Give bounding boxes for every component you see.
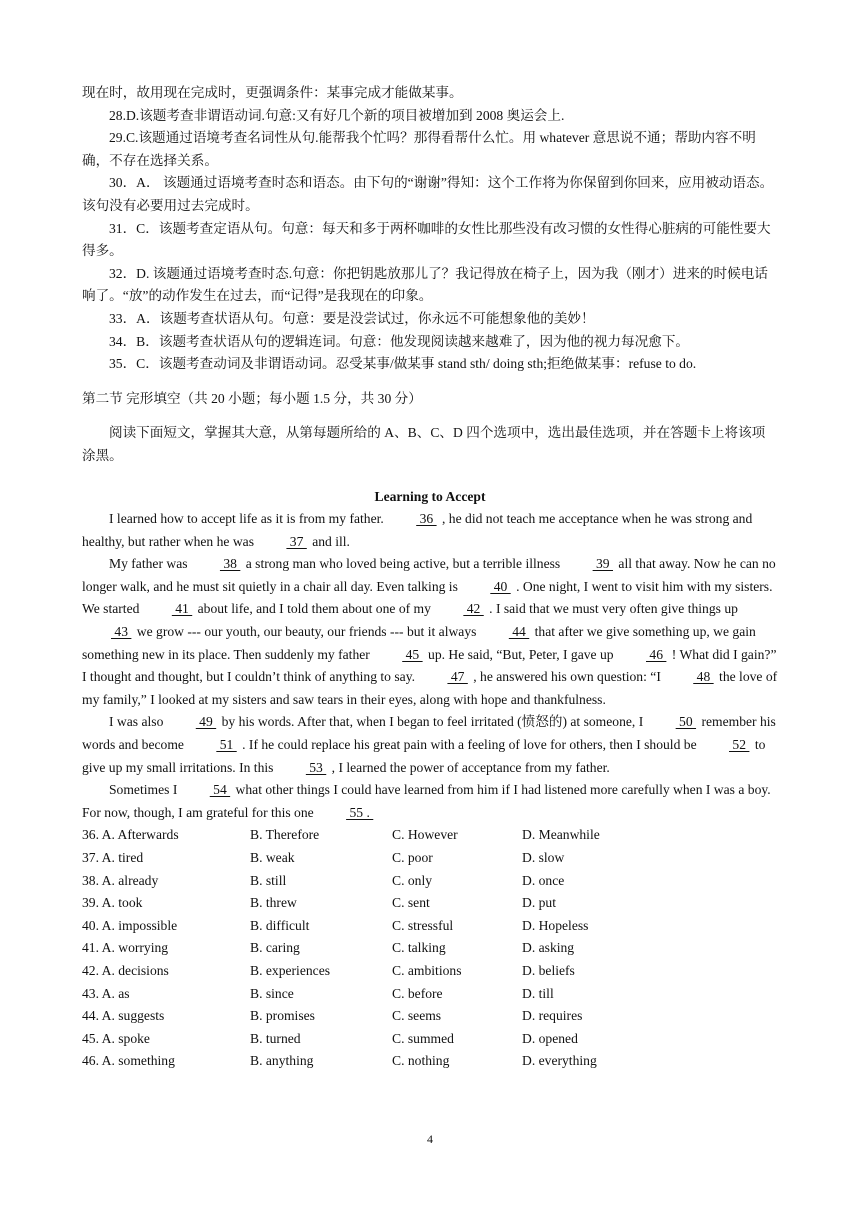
option-row [82, 983, 778, 1006]
passage-paragraph-4 [82, 779, 778, 824]
passage-paragraph-1 [82, 508, 778, 553]
blank-42: 42 [463, 601, 484, 617]
blank-47: 47 [447, 669, 468, 685]
option-row [82, 824, 778, 847]
option-row [82, 870, 778, 893]
option-choice: B. promises [250, 1008, 315, 1024]
option-row [82, 937, 778, 960]
passage-text: , he answered his own question: “I [473, 669, 661, 685]
option-choice: B. difficult [250, 917, 310, 933]
blank-50: 50 [675, 714, 697, 730]
option-choice: B. weak [250, 850, 295, 865]
option-choice: B. experiences [250, 962, 331, 978]
passage-text: . If he could replace his great pain with a feeling of love for others, then I should be [242, 737, 697, 753]
passage-text: . I said that we must very often give things up [489, 601, 738, 617]
answer-35: 35．C．该题考查动词及非谓语动词。忍受某事/做某事 stand sth/ doing sth;拒绝做某事：refuse to do. [109, 356, 697, 372]
passage-text: I was also [109, 714, 164, 730]
option-choice: C. talking [392, 940, 446, 956]
answer-29: 29.C.该题通过语境考查名词性从句.能帮我个忙吗？那得看帮什么忙。用 whatever 意思说不通；帮助内容不明确，不存在选择关系。 [82, 130, 756, 168]
option-choice: C. summed [392, 1030, 454, 1046]
passage-text: that after we give something up, we gain something new in its place. Then suddenly my father [82, 624, 756, 662]
option-choice: D. once [522, 872, 565, 888]
passage-text: all that away. Now he can no longer walk, and he must sit quietly in a chair all day. Even talking is [82, 556, 776, 594]
passage-text: ! What did I gain?” I thought and thought, but I couldn’t think of anything to say. [82, 646, 777, 685]
option-choice: 43. A. as [82, 985, 130, 1001]
blank-53: 53 [305, 759, 327, 775]
option-row [82, 1005, 778, 1028]
blank-55: 55 . [346, 804, 374, 820]
option-choice: B. anything [250, 1053, 314, 1069]
option-choice: C. stressful [392, 917, 454, 933]
blank-49: 49 [195, 714, 217, 730]
option-choice: C. poor [392, 850, 433, 865]
blank-46: 46 [646, 646, 667, 662]
answer-30: 30．A． 该题通过语境考查时态和语态。由下句的“谢谢”得知：这个工作将为你保留到你回来，应用被动语态。该句没有必要用过去完成时。 [82, 175, 774, 213]
blank-36: 36 [416, 511, 437, 527]
passage-text: by his words. After that, when I began to feel irritated (愤怒的) at someone, I [221, 714, 644, 730]
blank-52: 52 [729, 737, 750, 753]
passage-text: a strong man who loved being active, but a terrible illness [245, 556, 561, 572]
option-choice: B. Therefore [250, 827, 320, 843]
option-choice: C. nothing [392, 1053, 450, 1069]
option-choice: 44. A. suggests [82, 1008, 165, 1024]
blank-44: 44 [508, 624, 530, 640]
section-heading: 第二节 完形填空（共 20 小题；每小题 1.5 分，共 30 分） [82, 390, 422, 406]
option-choice: D. everything [522, 1053, 597, 1069]
option-choice: D. asking [522, 940, 575, 956]
passage-title: Learning to Accept [374, 488, 486, 504]
option-choice: C. However [392, 827, 458, 843]
option-choice: C. only [392, 872, 433, 888]
option-choice: 36. A. Afterwards [82, 827, 179, 843]
blank-51: 51 [216, 737, 237, 753]
passage-text: Sometimes I [109, 782, 178, 798]
passage-text: and ill. [312, 533, 350, 549]
option-choice: D. till [522, 985, 554, 1001]
option-choice: 45. A. spoke [82, 1030, 150, 1046]
passage-text: I learned how to accept life as it is from my father. [109, 511, 384, 527]
passage-text: remember his words and become [82, 714, 776, 753]
option-choice: D. beliefs [522, 962, 575, 978]
passage-text: up. He said, “But, Peter, I gave up [428, 646, 614, 662]
blank-41: 41 [171, 601, 193, 617]
passage-text: . One night, I went to visit him with my sisters. We started [82, 578, 773, 617]
blank-48: 48 [693, 669, 714, 685]
option-row [82, 847, 778, 870]
option-choice: D. opened [522, 1030, 578, 1046]
answer-32: 32．D. 该题通过语境考查时态.句意：你把钥匙放那儿了？我记得放在椅子上，因为我（刚才）进来的时候电话响了。“放”的动作发生在过去，而“记得”是我现在的印象。 [82, 265, 768, 304]
option-choice: C. sent [392, 895, 430, 911]
section-instruction: 阅读下面短文，掌握其大意，从第每题所给的 A、B、C、D 四个选项中，选出最佳选项，并在答题卡上将该项涂黑。 [82, 425, 766, 463]
answer-31: 31．C．该题考查定语从句。句意：每天和多于两杯咖啡的女性比那些没有改习惯的女性得心脏病的可能性要大得多。 [82, 220, 771, 259]
option-choice: B. caring [250, 940, 300, 956]
option-row [82, 892, 778, 915]
option-choice: D. put [522, 895, 556, 911]
option-choice: C. before [392, 985, 443, 1001]
passage-text: about life, and I told them about one of my [197, 601, 431, 617]
passage-text: we grow --- our youth, our beauty, our friends --- but it always [136, 624, 477, 640]
option-choice: D. Meanwhile [522, 827, 600, 843]
option-row [82, 915, 778, 938]
option-row [82, 1028, 778, 1051]
blank-37: 37 [286, 533, 307, 549]
option-choice: B. turned [250, 1030, 301, 1046]
blank-40: 40 [490, 578, 511, 594]
option-choice: 40. A. impossible [82, 917, 178, 933]
passage-paragraph-3 [82, 711, 778, 779]
option-choice: 37. A. tired [82, 850, 144, 865]
passage-text: , he did not teach me acceptance when he was strong and healthy, but rather when he was [82, 511, 753, 549]
passage-paragraph-2 [82, 553, 778, 711]
answer-34: 34．B．该题考查状语从句的逻辑连词。句意：他发现阅读越来越难了，因为他的视力每况愈下。 [109, 333, 690, 349]
page-number: 4 [427, 1132, 433, 1146]
passage-text: the love of my family,” I looked at my sisters and saw tears in their eyes, along with hope and thankfulness. [82, 669, 778, 707]
option-choice: B. since [250, 985, 294, 1001]
passage-text: My father was [109, 556, 188, 572]
option-choice: 42. A. decisions [82, 962, 169, 978]
answer-33: 33．A．该题考查状语从句。句意：要是没尝试过，你永远不可能想象他的美妙！ [109, 310, 595, 326]
blank-43: 43 [111, 624, 132, 640]
blank-39: 39 [592, 556, 613, 572]
answer-line-continuation: 现在时，故用现在完成时，更强调条件：某事完成才能做某事。 [82, 85, 463, 100]
option-choice: B. threw [250, 895, 297, 911]
exam-page [82, 82, 778, 1073]
option-choice: 39. A. took [82, 895, 143, 911]
passage-text: what other things I could have learned from him if I had listened more carefully when I was a boy. For now, though, I am grateful for this one [82, 782, 771, 820]
option-choice: C. ambitions [392, 962, 462, 978]
option-row [82, 960, 778, 983]
option-row [82, 1050, 778, 1073]
options-list [82, 824, 778, 1073]
option-choice: 41. A. worrying [82, 940, 169, 956]
option-choice: B. still [250, 872, 287, 888]
blank-54: 54 [209, 782, 231, 798]
option-choice: D. requires [522, 1008, 583, 1024]
option-choice: D. Hopeless [522, 917, 589, 933]
answer-28: 28.D.该题考查非谓语动词.句意:又有好几个新的项目被增加到 2008 奥运会上. [109, 107, 565, 123]
passage-text: , I learned the power of acceptance from my father. [331, 759, 610, 775]
option-choice: D. slow [522, 850, 565, 865]
passage-text: to give up my small irritations. In this [82, 737, 766, 775]
blank-38: 38 [219, 556, 241, 572]
blank-45: 45 [402, 646, 423, 662]
option-choice: 38. A. already [82, 872, 159, 888]
option-choice: 46. A. something [82, 1053, 175, 1069]
option-choice: C. seems [392, 1008, 442, 1024]
